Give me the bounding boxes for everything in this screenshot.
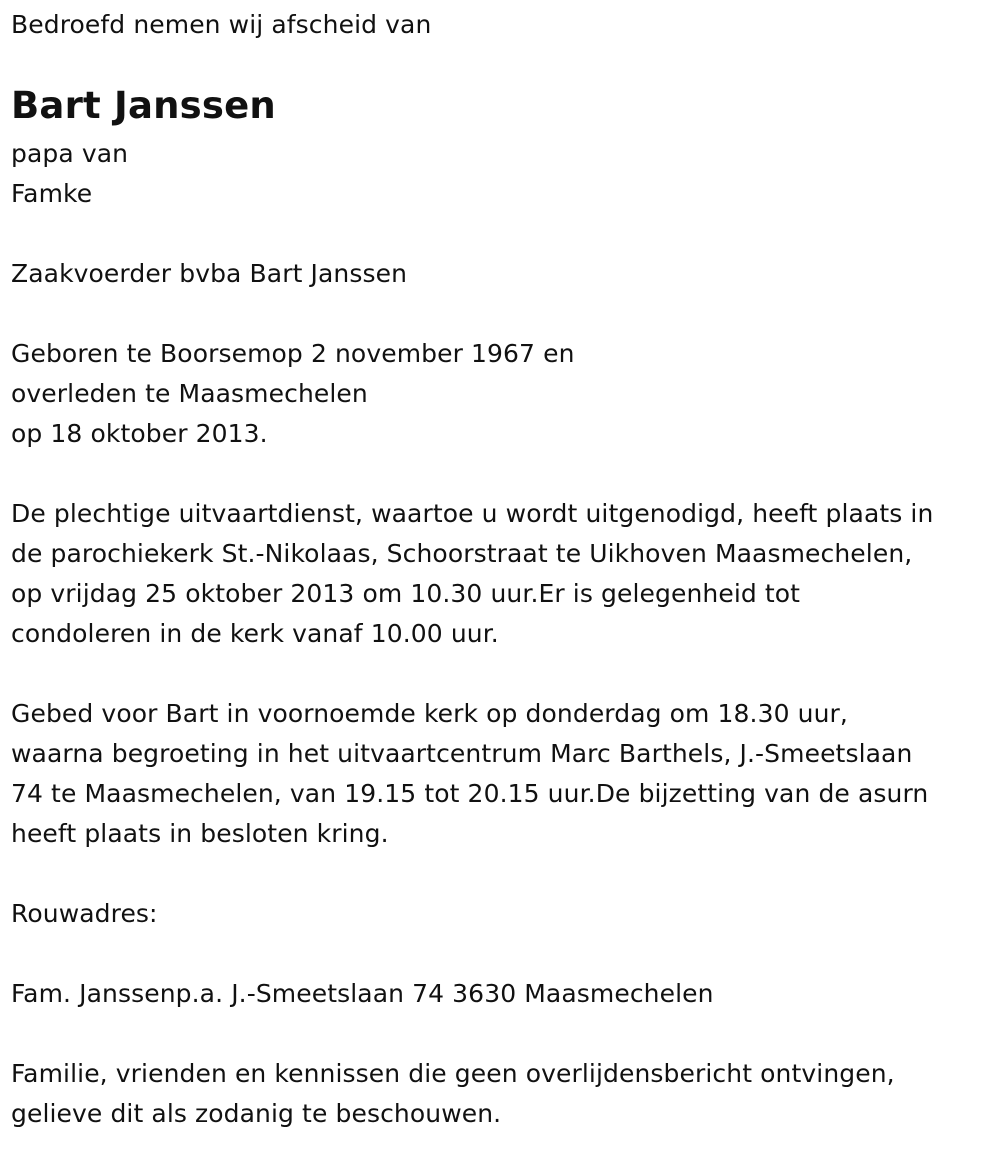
funeral-line: De plechtige uitvaartdienst, waartoe u wordt uitgenodigd, heeft plaats in <box>11 499 934 528</box>
occupation-text: Zaakvoerder bvba Bart Janssen <box>11 259 408 288</box>
prayer-line: Gebed voor Bart in voornoemde kerk op donderdag om 18.30 uur, <box>11 699 848 728</box>
birth-death-line: overleden te Maasmechelen <box>11 379 368 408</box>
birth-death-line: op 18 oktober 2013. <box>11 419 268 448</box>
prayer-line: heeft plaats in besloten kring. <box>11 819 389 848</box>
mourning-address: Fam. Janssenp.a. J.-Smeetslaan 74 3630 Maasmechelen <box>11 979 714 1008</box>
address-label: Rouwadres: <box>11 899 158 928</box>
relation-child-name: Famke <box>11 179 93 208</box>
funeral-line: condoleren in de kerk vanaf 10.00 uur. <box>11 619 499 648</box>
funeral-line: de parochiekerk St.-Nikolaas, Schoorstraat te Uikhoven Maasmechelen, <box>11 539 913 568</box>
closing-line: Familie, vrienden en kennissen die geen overlijdensbericht ontvingen, <box>11 1059 895 1088</box>
funeral-line: op vrijdag 25 oktober 2013 om 10.30 uur.Er is gelegenheid tot <box>11 579 801 608</box>
relation-text: papa van <box>11 139 129 168</box>
prayer-line: 74 te Maasmechelen, van 19.15 tot 20.15 uur.De bijzetting van de asurn <box>11 779 929 808</box>
deceased-name: Bart Janssen <box>11 84 276 127</box>
birth-death-line: Geboren te Boorsemop 2 november 1967 en <box>11 339 575 368</box>
intro-text: Bedroefd nemen wij afscheid van <box>11 10 432 39</box>
prayer-line: waarna begroeting in het uitvaartcentrum Marc Barthels, J.-Smeetslaan <box>11 739 913 768</box>
closing-line: gelieve dit als zodanig te beschouwen. <box>11 1099 502 1128</box>
